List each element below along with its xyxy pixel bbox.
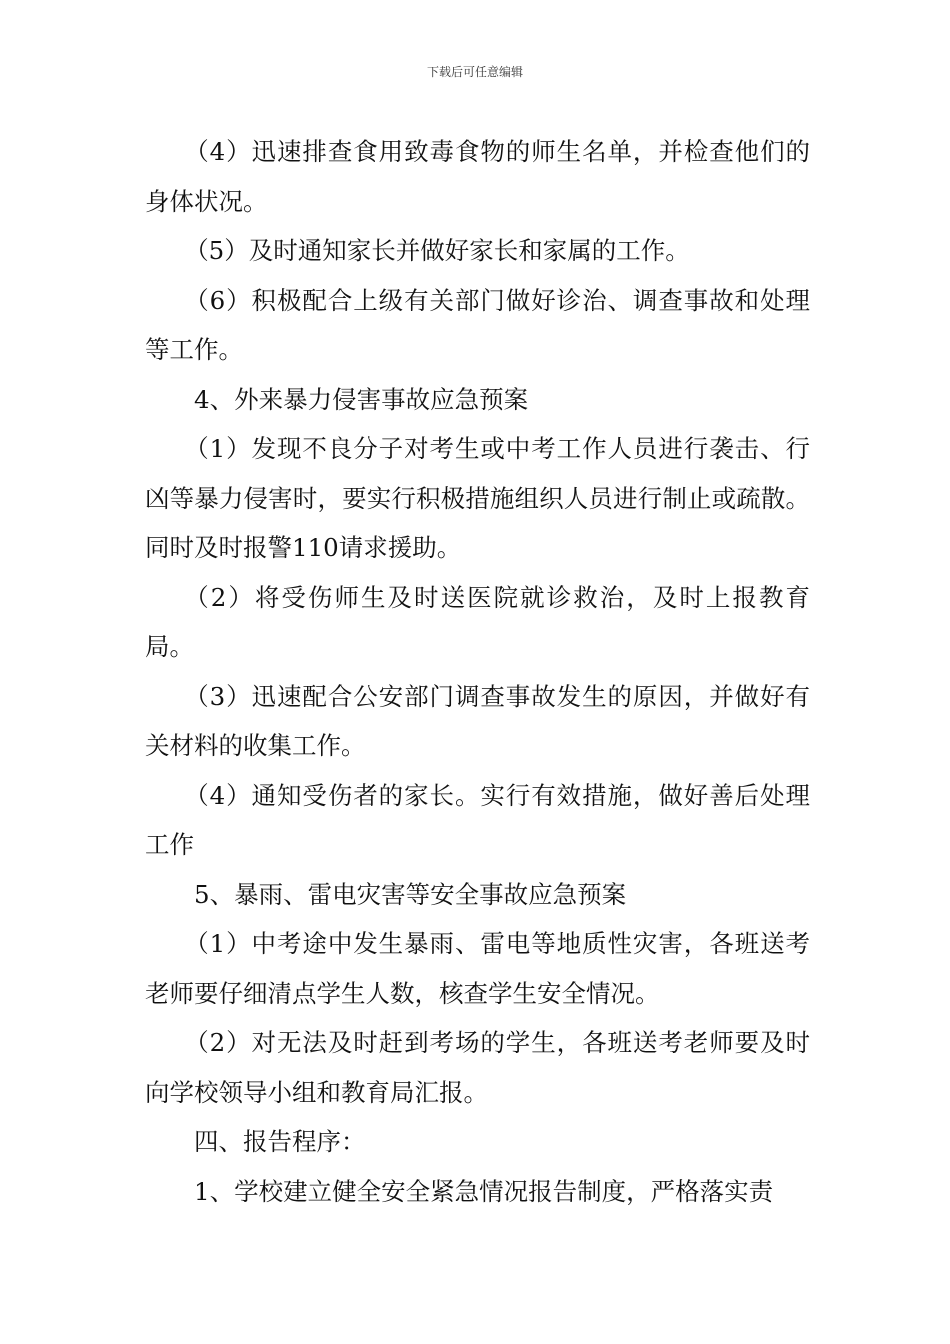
paragraph-food-poisoning-4: （4）迅速排查食用致毒食物的师生名单，并检查他们的身体状况。 — [145, 137, 810, 216]
page-header: 下载后可任意编辑 — [426, 65, 523, 79]
paragraph-food-poisoning-6: （6）积极配合上级有关部门做好诊治、调查事故和处理等工作。 — [145, 285, 810, 364]
paragraph-violence-3: （3）迅速配合公安部门调查事故发生的原因，并做好有关材料的收集工作。 — [145, 681, 810, 760]
paragraph-violence-2: （2）将受伤师生及时送医院就诊救治，及时上报教育局。 — [145, 582, 810, 661]
paragraph-report-1: 1、学校建立健全安全紧急情况报告制度，严格落实责 — [194, 1176, 774, 1206]
paragraph-violence-4: （4）通知受伤者的家长。实行有效措施，做好善后处理工作 — [145, 780, 810, 859]
section-heading-storm: 5、暴雨、雷电灾害等安全事故应急预案 — [194, 879, 627, 909]
section-heading-report: 四、报告程序： — [194, 1127, 366, 1156]
paragraph-storm-1: （1）中考途中发生暴雨、雷电等地质性灾害，各班送考老师要仔细清点学生人数，核查学生安全情况。 — [145, 929, 810, 1008]
section-heading-violence: 4、外来暴力侵害事故应急预案 — [194, 384, 529, 414]
document-body — [145, 127, 810, 1216]
paragraph-violence-1: （1）发现不良分子对考生或中考工作人员进行袭击、行凶等暴力侵害时，要实行积极措施组织人员进行制止或疏散。同时及时报警110请求援助。 — [145, 434, 810, 562]
paragraph-storm-2: （2）对无法及时赶到考场的学生，各班送考老师要及时向学校领导小组和教育局汇报。 — [145, 1028, 810, 1107]
paragraph-food-poisoning-5: （5）及时通知家长并做好家长和家属的工作。 — [184, 236, 690, 265]
